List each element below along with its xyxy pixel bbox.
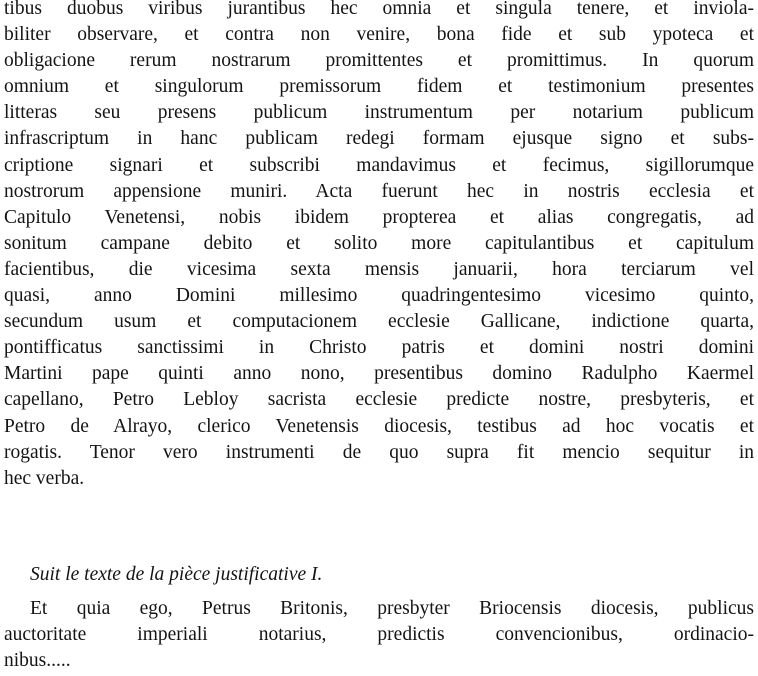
text-line: Petro de Alrayo, clerico Venetensis diocesis, testibus ad hoc vocatis et: [4, 415, 754, 437]
text-line: omnium et singulorum premissorum fidem et testimonium presentes: [4, 76, 754, 98]
text-line: litteras seu presens publicum instrumentum per notarium publicum: [4, 102, 754, 124]
body-paragraph: [4, 0, 754, 492]
text-line: auctoritate imperiali notarius, predictis convencionibus, ordinacio-: [4, 624, 754, 646]
text-line: hec verba.: [4, 467, 85, 489]
text-line: capellano, Petro Lebloy sacrista ecclesie predicte nostre, presbyteris, et: [4, 389, 754, 411]
text-line: Suit le texte de la pièce justificative I.: [30, 564, 323, 585]
text-line: Martini pape quinti anno nono, presentibus domino Radulpho Kaermel: [4, 363, 754, 385]
text-line: secundum usum et computacionem ecclesie Gallicane, indictione quarta,: [4, 311, 754, 333]
editorial-note: [4, 562, 754, 588]
text-line: obligacione rerum nostrarum promittentes et promittimus. In quorum: [4, 50, 754, 72]
text-line: quasi, anno Domini millesimo quadringentesimo vicesimo quinto,: [4, 285, 754, 307]
text-line: tibus duobus viribus jurantibus hec omnia et singula tenere, et inviola-: [4, 0, 754, 19]
text-line: nostrorum appensione muniri. Acta fuerunt hec in nostris ecclesia et: [4, 180, 754, 202]
text-line: biliter observare, et contra non venire, bona fide et sub ypoteca et: [4, 24, 754, 46]
text-line: nibus.....: [4, 650, 71, 672]
text-line: infrascriptum in hanc publicam redegi formam ejusque signo et subs-: [4, 128, 754, 150]
text-line: Et quia ego, Petrus Britonis, presbyter Briocensis diocesis, publicus: [30, 598, 754, 619]
continuation-paragraph: [4, 596, 754, 674]
text-line: sonitum campane debito et solito more capitulantibus et capitulum: [4, 232, 754, 254]
text-line: criptione signari et subscribi mandavimus et fecimus, sigillorumque: [4, 154, 754, 176]
text-line: Capitulo Venetensi, nobis ibidem propterea et alias congregatis, ad: [4, 206, 754, 228]
text-line: pontifficatus sanctissimi in Christo patris et domini nostri domini: [4, 337, 754, 359]
text-line: facientibus, die vicesima sexta mensis januarii, hora terciarum vel: [4, 258, 754, 280]
text-line: rogatis. Tenor vero instrumenti de quo supra fit mencio sequitur in: [4, 441, 754, 463]
